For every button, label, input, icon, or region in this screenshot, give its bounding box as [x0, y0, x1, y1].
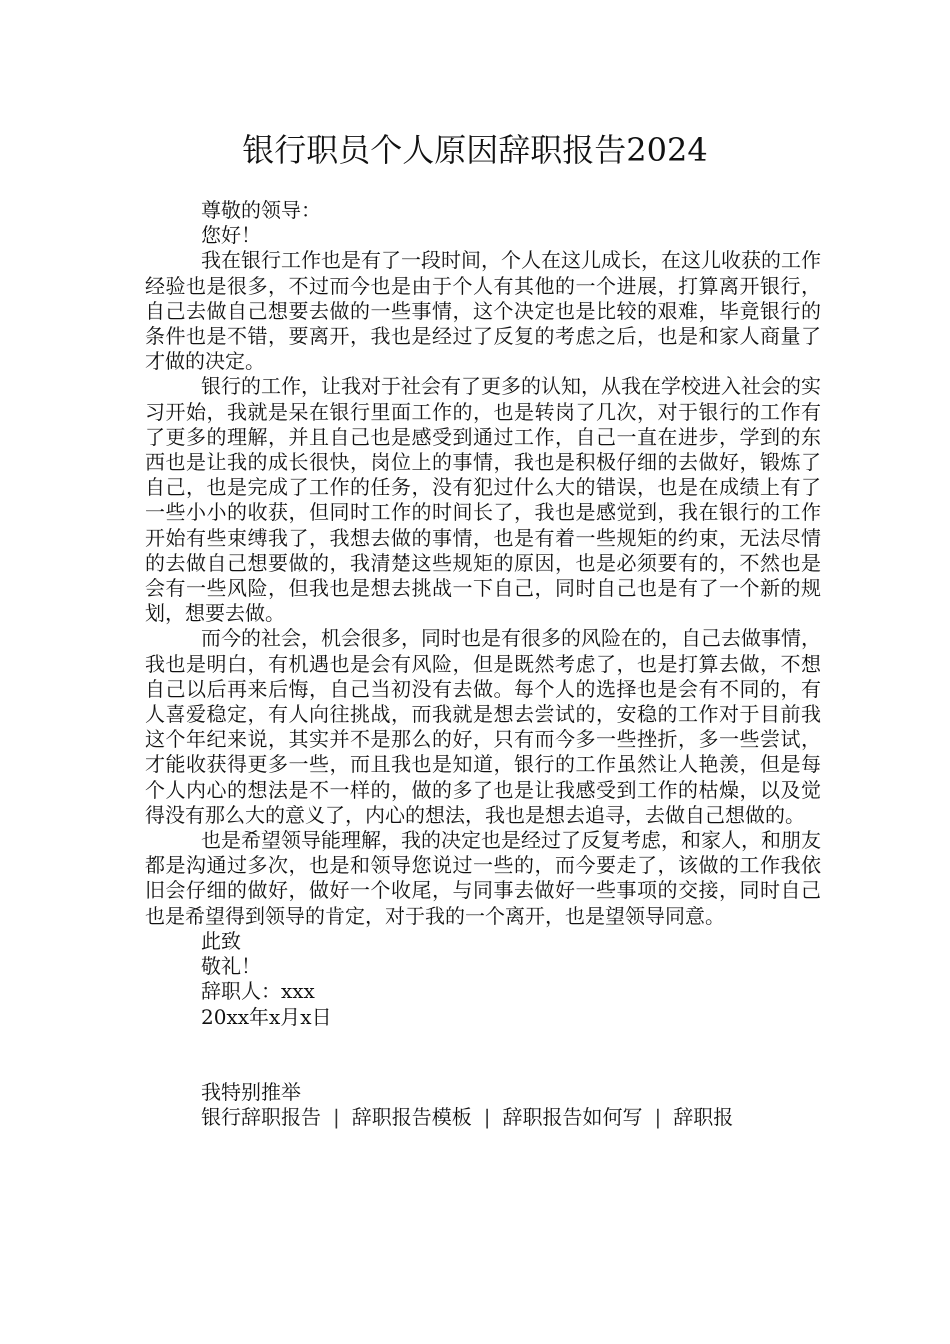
link-separator: | [654, 1104, 662, 1129]
recommend-link[interactable]: 银行辞职报告 [201, 1104, 321, 1129]
signer: 辞职人：xxx [201, 979, 315, 1004]
date: 20xx年x月x日 [201, 1004, 332, 1029]
document-title: 银行职员个人原因辞职报告2024 [242, 131, 708, 169]
salutation: 尊敬的领导： [201, 198, 321, 222]
spacer [145, 1030, 821, 1080]
paragraph: 银行的工作，让我对于社会有了更多的认知，从我在学校进入社会的实习开始，我就是呆在银行里面工作的，也是转岗了几次，对于银行的工作有了更多的理解，并且自己也是感受到通过工作，自己一直在进步，学到的东西也是让我的成长很快，岗位上的事情，我也是积极仔细的去做好，锻炼了自己，也是完成了工作的任务，没有犯过什么大的错误，也是在成绩上有了一些小小的收获，但同时工作的时间长了，我也是感觉到，我在银行的工作开始有些束缚我了，我想去做的事情，也是有着一些规矩的约束，无法尽情的去做自己想要做的，我清楚这些规矩的原因，也是必须要有的，不然也是会有一些风险，但我也是想去挑战一下自己，同时自己也是有了一个新的规划，想要去做。 [145, 374, 821, 626]
recommend-links [145, 1105, 821, 1130]
paragraph: 也是希望领导能理解，我的决定也是经过了反复考虑，和家人，和朋友都是沟通过多次，也是和领导您说过一些的，而今要走了，该做的工作我依旧会仔细的做好，做好一个收尾，与同事去做好一些事项的交接，同时自己也是希望得到领导的肯定，对于我的一个离开，也是望领导同意。 [145, 828, 821, 928]
recommend-link[interactable]: 辞职报 [673, 1104, 734, 1129]
paragraph: 我在银行工作也是有了一段时间，个人在这儿成长，在这儿收获的工作经验也是很多，不过而今也是由于个人有其他的一个进展，打算离开银行，自己去做自己想要去做的一些事情，这个决定也是比较的艰难，毕竟银行的条件也是不错，要离开，我也是经过了反复的考虑之后，也是和家人商量了才做的决定。 [145, 248, 821, 374]
link-separator: | [333, 1104, 340, 1129]
paragraph: 而今的社会，机会很多，同时也是有很多的风险在的，自己去做事情，我也是明白，有机遇也是会有风险，但是既然考虑了，也是打算去做，不想自己以后再来后悔，自己当初没有去做。每个人的选择也是会有不同的，有人喜爱稳定，有人向往挑战，而我就是想去尝试的，安稳的工作对于目前我这个年纪来说，其实并不是那么的好，只有而今多一些挫折，多一些尝试，才能收获得更多一些，而且我也是知道，银行的工作虽然让人艳羡，但是每个人内心的想法是不一样的，做的多了也是让我感受到工作的枯燥，以及觉得没有那么大的意义了，内心的想法，我也是想去追寻，去做自己想做的。 [145, 626, 821, 827]
greeting: 您好！ [201, 223, 261, 248]
recommend-link[interactable]: 辞职报告模板 [351, 1104, 472, 1129]
closing-salute: 敬礼！ [201, 954, 261, 979]
recommend-heading: 我特别推举 [201, 1079, 301, 1104]
link-separator: | [483, 1104, 491, 1129]
closing-line: 此致 [201, 928, 241, 953]
recommend-link[interactable]: 辞职报告如何写 [502, 1104, 643, 1129]
document-body [145, 198, 821, 1130]
